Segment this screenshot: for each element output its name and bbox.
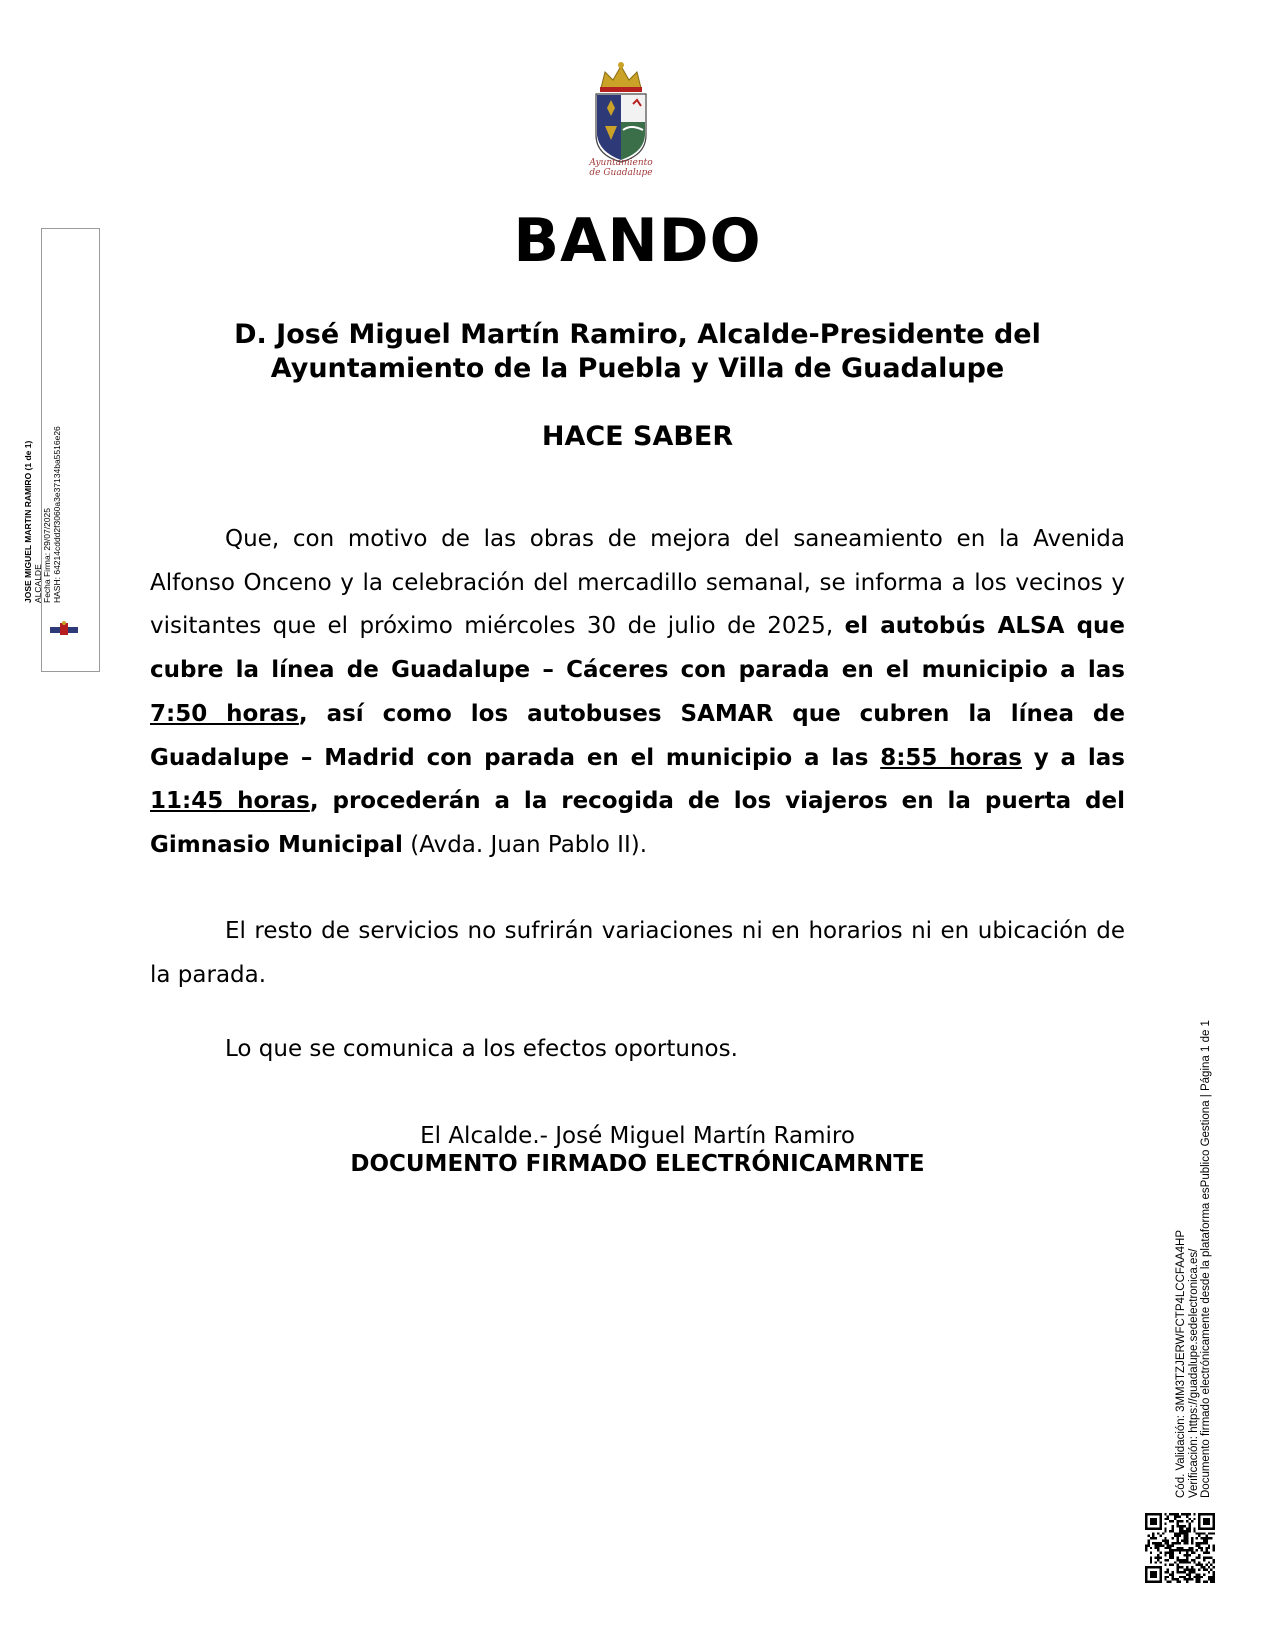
p1-bold-a: el autobús ALSA que cubre la línea de Guadalupe – Cáceres con parada en el municipio a las	[150, 613, 1126, 684]
signature-text	[24, 323, 62, 603]
p1-intro: Que, con motivo de las obras de mejora del saneamiento en la Avenida Alfonso Onceno y la celebración del mercadillo semanal, se informa a los vecinos y visitantes que el próximo miércoles 30 de julio de 2025,	[150, 526, 1125, 640]
p1-bold-b: , así como los autobuses SAMAR que cubren la línea de Guadalupe – Madrid con parada en el municipio a las	[150, 700, 1125, 771]
crest-caption-line2: de Guadalupe	[589, 168, 653, 178]
qr-code-icon	[1145, 1513, 1215, 1583]
mini-crest-icon	[48, 620, 80, 638]
document-subtitle	[150, 318, 1125, 386]
verification-platform: Documento firmado electrónicamente desde la plataforma esPublico Gestiona | Página 1 de 1	[1200, 1020, 1212, 1498]
heading-hace-saber: HACE SABER	[541, 421, 734, 452]
document-title: BANDO	[513, 206, 762, 276]
signed-notice: DOCUMENTO FIRMADO ELECTRÓNICAMRNTE	[350, 1151, 925, 1177]
p1-bold-c: y a las	[1021, 744, 1125, 771]
p1-time-2: 8:55 horas	[880, 744, 1022, 771]
verification-strip	[1175, 978, 1213, 1498]
paragraph-2: El resto de servicios no sufrirán variaciones ni en horarios ni en ubicación de la parada.	[150, 918, 1125, 988]
p1-outro: (Avda. Juan Pablo II).	[402, 831, 648, 858]
subtitle-line2: Ayuntamiento de la Puebla y Villa de Guadalupe	[270, 353, 1005, 384]
verification-code: Cód. Validación: 3MM3TZJERWFCTP4LCCFAA4HP	[1175, 1230, 1187, 1498]
p1-time-3: 11:45 horas	[150, 788, 310, 815]
signature-date: Fecha Firma: 29/07/2025	[42, 508, 52, 603]
signature-hash: HASH: 64214cddd2f3060a3e37134ba5516e26	[51, 426, 62, 603]
p1-time-1: 7:50 horas	[150, 700, 299, 727]
paragraph-3: Lo que se comunica a los efectos oportunos.	[225, 1036, 738, 1062]
subtitle-line1: D. José Miguel Martín Ramiro, Alcalde-Presidente del	[234, 319, 1041, 350]
verification-url[interactable]: Verificación: https://guadalupe.sedelectronica.es/	[1187, 1248, 1200, 1498]
p1-bold-d: , procederán a la recogida de los viajeros en la puerta del Gimnasio Municipal	[150, 788, 1125, 858]
crest-caption	[571, 158, 671, 178]
signer-line: El Alcalde.- José Miguel Martín Ramiro	[420, 1123, 855, 1149]
signature-name: JOSE MIGUEL MARTIN RAMIRO (1 de 1)	[23, 440, 33, 603]
signature-role: ALCALDE	[32, 564, 43, 603]
paragraph-1	[150, 518, 1125, 868]
crest-caption-line1: Ayuntamiento	[589, 158, 653, 168]
